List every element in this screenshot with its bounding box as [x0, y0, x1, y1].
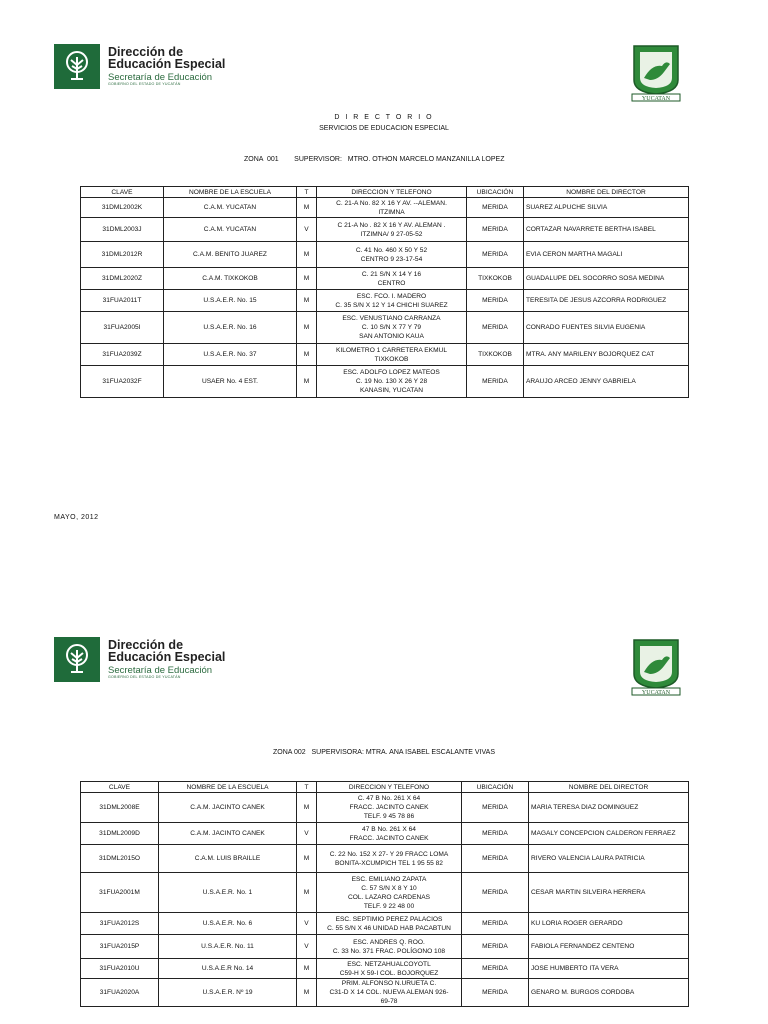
cell-nombre: C.A.M. YUCATAN	[164, 218, 297, 242]
cell-ubicacion: MERIDA	[467, 242, 524, 268]
cell-nombre: U.S.A.E.R. No. 1	[159, 873, 297, 913]
address-line: CENTRO	[377, 279, 406, 287]
address-line: 47 B No. 261 X 64	[362, 825, 416, 833]
cell-direccion	[317, 959, 462, 979]
header-director: NOMBRE DEL DIRECTOR	[529, 782, 689, 793]
address-line: PRIM. ALFONSO N.URUETA C.	[341, 980, 437, 987]
address-line: SAN ANTONIO KAUA	[359, 333, 424, 340]
header-nombre: NOMBRE DE LA ESCUELA	[164, 187, 297, 198]
header-clave: CLAVE	[81, 187, 164, 198]
cell-t: M	[297, 959, 317, 979]
cell-t: M	[297, 873, 317, 913]
address-line: C 21-A No . 82 X 16 Y AV. ALEMAN .	[337, 221, 446, 229]
address-line: FRACC. JACINTO CANEK	[349, 834, 429, 842]
cell-clave: 31FUA2015P	[81, 935, 159, 959]
address-line: C. 33 No. 371 FRAC. POLÍGONO 108	[332, 947, 446, 955]
cell-ubicacion: MERIDA	[462, 979, 529, 1007]
cell-director: ARAUJO ARCEO JENNY GABRIELA	[524, 366, 689, 398]
cell-t: M	[297, 312, 317, 344]
cell-nombre: U.S.A.E.R. No. 15	[164, 290, 297, 312]
logo-line-3: Secretaría de Educación	[108, 71, 213, 83]
cell-clave: 31FUA2005I	[81, 312, 164, 344]
table-row	[81, 935, 689, 959]
address-line: BONITA-XCUMPICH TEL 1 95 55 82	[335, 859, 443, 867]
header-nombre: NOMBRE DE LA ESCUELA	[159, 782, 297, 793]
cell-director: MTRA. ANY MARILENY BOJORQUEZ CAT	[524, 344, 689, 366]
address-line: ESC. VENUSTIANO CARRANZA	[342, 315, 441, 322]
cell-t: M	[297, 198, 317, 218]
address-line: ESC. EMILIANO ZAPATA	[351, 875, 427, 883]
cell-ubicacion: MERIDA	[462, 845, 529, 873]
cell-clave: 31DML2020Z	[81, 268, 164, 290]
dee-logo	[54, 44, 234, 89]
cell-t: V	[297, 935, 317, 959]
svg-text:YUCATAN: YUCATAN	[641, 96, 671, 102]
address-line: TIXKOKOB	[374, 355, 409, 363]
address-line: C. 55 S/N X 46 UNIDAD HAB PACABTUN	[327, 924, 451, 932]
cell-nombre: U.S.A.E.R No. 14	[159, 959, 297, 979]
cell-ubicacion: MERIDA	[467, 312, 524, 344]
yucatan-crest-icon	[628, 636, 684, 696]
address-line: C. 19 No. 130 X 26 Y 28	[355, 378, 428, 385]
cell-direccion	[317, 198, 467, 218]
table-row	[81, 218, 689, 242]
table-row	[81, 959, 689, 979]
header-direccion: DIRECCION Y TELEFONO	[317, 782, 462, 793]
cell-director: GENARO M. BURGOS CORDOBA	[529, 979, 689, 1007]
cell-clave: 31FUA2012S	[81, 913, 159, 935]
table-row	[81, 312, 689, 344]
address-line: KANASIN, YUCATAN	[359, 387, 424, 394]
directory-heading: D I R E C T O R I O	[334, 114, 434, 121]
cell-t: M	[297, 793, 317, 823]
cell-direccion	[317, 218, 467, 242]
cell-nombre: U.S.A.E.R. No. 37	[164, 344, 297, 366]
address-line: C. 35 S/N X 12 Y 14 CHICHI SUAREZ	[335, 301, 448, 309]
cell-nombre: U.S.A.E.R. No. 6	[159, 913, 297, 935]
cell-director: RIVERO VALENCIA LAURA PATRICIA	[529, 845, 689, 873]
cell-clave: 31DML2012R	[81, 242, 164, 268]
cell-clave: 31DML2008E	[81, 793, 159, 823]
cell-direccion	[317, 979, 462, 1007]
cell-direccion	[317, 873, 462, 913]
tree-icon	[54, 637, 100, 682]
address-line: ESC. ANDRES Q. ROO.	[353, 938, 425, 946]
address-line: ESC. NETZAHUALCOYOTL	[347, 960, 431, 968]
cell-ubicacion: TIXKOKOB	[467, 344, 524, 366]
table-row	[81, 366, 689, 398]
cell-nombre: USAER No. 4 EST.	[164, 366, 297, 398]
cell-director: TERESITA DE JESUS AZCORRA RODRIGUEZ	[524, 290, 689, 312]
address-line: ESC. ADOLFO LOPEZ MATEOS	[343, 369, 440, 376]
cell-ubicacion: MERIDA	[462, 913, 529, 935]
logo-line-3: Secretaría de Educación	[108, 664, 213, 676]
zona-001-table	[80, 186, 689, 398]
cell-direccion	[317, 344, 467, 366]
address-line: C. 47 B No. 261 X 64	[357, 795, 421, 802]
cell-t: V	[297, 823, 317, 845]
cell-nombre: C.A.M. LUIS BRAILLE	[159, 845, 297, 873]
logo-line-1: Dirección de	[108, 637, 184, 652]
cell-t: M	[297, 845, 317, 873]
cell-clave: 31FUA2010U	[81, 959, 159, 979]
header-director: NOMBRE DEL DIRECTOR	[524, 187, 689, 198]
address-line: C. 41 No. 460 X 50 Y 52	[355, 246, 428, 254]
dee-logo	[54, 637, 234, 682]
address-line: C59-H X 59-I COL. BOJORQUEZ	[339, 969, 439, 977]
cell-director: JOSE HUMBERTO ITA VERA	[529, 959, 689, 979]
address-line: C. 21-A No. 82 X 16 Y AV. --ALEMAN.	[336, 199, 447, 207]
logo-line-4: GOBIERNO DEL ESTADO DE YUCATÁN	[108, 82, 181, 87]
cell-ubicacion: MERIDA	[462, 793, 529, 823]
header-t: T	[297, 187, 317, 198]
header-t: T	[297, 782, 317, 793]
address-line: C. 22 No. 152 X 27- Y 29 FRACC LOMA	[329, 850, 449, 858]
cell-ubicacion: MERIDA	[462, 959, 529, 979]
cell-clave: 31FUA2011T	[81, 290, 164, 312]
cell-nombre: U.S.A.E.R. Nº 19	[159, 979, 297, 1007]
cell-clave: 31FUA2032F	[81, 366, 164, 398]
address-line: C. 57 S/N X 8 Y 10	[361, 884, 417, 892]
cell-direccion	[317, 290, 467, 312]
cell-director: CORTAZAR NAVARRETE BERTHA ISABEL	[524, 218, 689, 242]
cell-t: V	[297, 218, 317, 242]
cell-nombre: C.A.M. TIXKOKOB	[164, 268, 297, 290]
cell-direccion	[317, 935, 462, 959]
cell-director: KU LORIA ROGER GERARDO	[529, 913, 689, 935]
table-row	[81, 344, 689, 366]
logo-line-1: Dirección de	[108, 44, 184, 59]
cell-director: CESAR MARTIN SILVEIRA HERRERA	[529, 873, 689, 913]
cell-nombre: C.A.M. JACINTO CANEK	[159, 793, 297, 823]
cell-ubicacion: TIXKOKOB	[467, 268, 524, 290]
table-header-row	[81, 782, 689, 793]
cell-t: M	[297, 290, 317, 312]
cell-direccion	[317, 366, 467, 398]
address-line: C31-D X 14 COL. NUEVA ALEMAN 926-	[329, 989, 449, 996]
cell-direccion	[317, 312, 467, 344]
cell-clave: 31FUA2001M	[81, 873, 159, 913]
cell-clave: 31FUA2039Z	[81, 344, 164, 366]
cell-direccion	[317, 242, 467, 268]
cell-nombre: C.A.M. JACINTO CANEK	[159, 823, 297, 845]
cell-ubicacion: MERIDA	[462, 873, 529, 913]
cell-ubicacion: MERIDA	[467, 218, 524, 242]
cell-ubicacion: MERIDA	[467, 290, 524, 312]
cell-ubicacion: MERIDA	[462, 935, 529, 959]
table-row	[81, 198, 689, 218]
cell-ubicacion: MERIDA	[467, 366, 524, 398]
cell-direccion	[317, 913, 462, 935]
cell-clave: 31FUA2020A	[81, 979, 159, 1007]
header-direccion: DIRECCION Y TELEFONO	[317, 187, 467, 198]
cell-t: M	[297, 242, 317, 268]
cell-clave: 31DML2015O	[81, 845, 159, 873]
zone-001-supervisor: ZONA 001 SUPERVISOR: MTRO. OTHON MARCELO MANZANILLA LOPEZ	[244, 156, 505, 163]
cell-direccion	[317, 823, 462, 845]
date-label: MAYO, 2012	[54, 514, 99, 521]
address-line: 69-78	[380, 998, 398, 1005]
table-row	[81, 913, 689, 935]
table-row	[81, 793, 689, 823]
cell-director: MAGALY CONCEPCION CALDERON FERRAEZ	[529, 823, 689, 845]
table-row	[81, 979, 689, 1007]
address-line: ITZIMNA/ 9 27-05-52	[360, 230, 423, 238]
table-row	[81, 823, 689, 845]
table-row	[81, 268, 689, 290]
zona-002-table	[80, 781, 689, 1007]
cell-t: M	[297, 979, 317, 1007]
table-row	[81, 290, 689, 312]
logo-line-4: GOBIERNO DEL ESTADO DE YUCATÁN	[108, 675, 181, 680]
cell-director: MARIA TERESA DIAZ DOMINGUEZ	[529, 793, 689, 823]
address-line: COL. LAZARO CARDENAS	[347, 893, 431, 901]
cell-director: CONRADO FUENTES SILVIA EUGENIA	[524, 312, 689, 344]
yucatan-crest-icon	[628, 42, 684, 102]
table-row	[81, 845, 689, 873]
cell-t: V	[297, 913, 317, 935]
address-line: C. 10 S/N X 77 Y 79	[361, 324, 422, 331]
cell-nombre: U.S.A.E.R. No. 11	[159, 935, 297, 959]
cell-director: FABIOLA FERNANDEZ CENTENO	[529, 935, 689, 959]
cell-nombre: C.A.M. YUCATAN	[164, 198, 297, 218]
cell-t: M	[297, 268, 317, 290]
cell-director: EVIA CERON MARTHA MAGALI	[524, 242, 689, 268]
address-line: KILOMETRO 1 CARRETERA EKMUL	[335, 346, 448, 354]
address-line: TELF. 9 45 78 86	[363, 813, 415, 820]
address-line: TELF. 9 22 48 00	[363, 902, 415, 910]
table-header-row	[81, 187, 689, 198]
tree-icon	[54, 44, 100, 89]
cell-direccion	[317, 793, 462, 823]
directory-subheading: SERVICIOS DE EDUCACION ESPECIAL	[319, 125, 449, 132]
table-row	[81, 242, 689, 268]
logo-line-2: Educación Especial	[108, 57, 226, 72]
cell-nombre: U.S.A.E.R. No. 16	[164, 312, 297, 344]
cell-clave: 31DML2003J	[81, 218, 164, 242]
header-ubicacion: UBICACIÓN	[467, 187, 524, 198]
table-row	[81, 873, 689, 913]
cell-ubicacion: MERIDA	[467, 198, 524, 218]
cell-t: M	[297, 344, 317, 366]
svg-text:YUCATAN: YUCATAN	[641, 690, 671, 696]
address-line: CENTRO 9 23-17-54	[360, 255, 423, 263]
header-clave: CLAVE	[81, 782, 159, 793]
cell-nombre: C.A.M. BENITO JUAREZ	[164, 242, 297, 268]
cell-clave: 31DML2002K	[81, 198, 164, 218]
address-line: ESC. SEPTIMIO PEREZ PALACIOS	[335, 915, 443, 923]
cell-t: M	[297, 366, 317, 398]
address-line: ITZIMNA	[378, 208, 405, 216]
zone-002-supervisor: ZONA 002 SUPERVISORA: MTRA. ANA ISABEL ESCALANTE VIVAS	[272, 749, 495, 756]
cell-direccion	[317, 268, 467, 290]
header-ubicacion: UBICACIÓN	[462, 782, 529, 793]
logo-line-2: Educación Especial	[108, 650, 226, 665]
cell-director: SUAREZ ALPUCHE SILVIA	[524, 198, 689, 218]
cell-direccion	[317, 845, 462, 873]
cell-ubicacion: MERIDA	[462, 823, 529, 845]
address-line: C. 21 S/N X 14 Y 16	[361, 270, 422, 278]
address-line: FRACC. JACINTO CANEK	[349, 804, 429, 811]
cell-director: GUADALUPE DEL SOCORRO SOSA MEDINA	[524, 268, 689, 290]
cell-clave: 31DML2009D	[81, 823, 159, 845]
address-line: ESC. FCO. I. MADERO	[356, 292, 427, 300]
